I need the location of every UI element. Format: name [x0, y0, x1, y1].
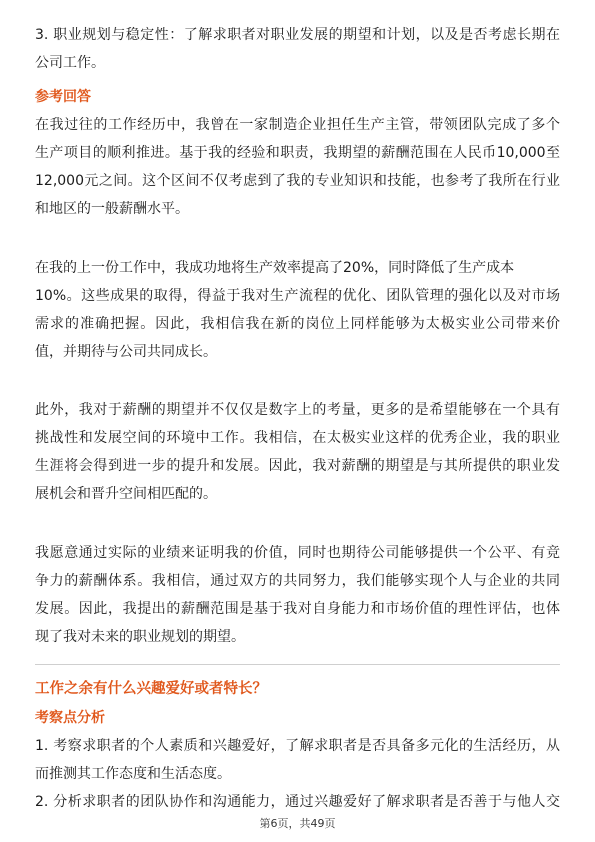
analysis-list [35, 732, 560, 816]
intro-line: 公司工作。 [35, 55, 105, 71]
reference-answer-heading: 参考回答 [35, 89, 91, 105]
answer-paragraph [35, 396, 560, 508]
page-content [35, 21, 560, 816]
answer-paragraph [35, 111, 560, 223]
paragraph-line: 展机会和晋升空间相匹配的。 [35, 486, 217, 502]
answer-paragraph [35, 254, 560, 366]
paragraph-line: 我愿意通过实际的业绩来证明我的价值，同时也期待公司能够提供一个公平、有竞 [35, 545, 560, 561]
paragraph-line: 生产项目的顺利推进。基于我的经验和职责，我期望的薪酬范围在人民币10,000至 [35, 145, 560, 161]
paragraph-line: 和地区的一般薪酬水平。 [35, 201, 189, 217]
paragraph-line: 在我的上一份工作中，我成功地将生产效率提高了20%，同时降低了生产成本 [35, 260, 515, 276]
paragraph-line: 此外，我对于薪酬的期望并不仅仅是数字上的考量，更多的是希望能够在一个具有 [35, 402, 560, 418]
paragraph-line: 在我过往的工作经历中，我曾在一家制造企业担任生产主管，带领团队完成了多个 [35, 117, 560, 133]
paragraph-line: 发展。因此，我提出的薪酬范围是基于我对自身能力和市场价值的理性评估，也体 [35, 601, 560, 617]
page-number-footer: 第6页，共49页 [259, 817, 336, 830]
analysis-line: 1. 考察求职者的个人素质和兴趣爱好，了解求职者是否具备多元化的生活经历，从 [35, 738, 560, 754]
section-divider [35, 664, 560, 665]
paragraph-line: 现了我对未来的职业规划的期望。 [35, 629, 245, 645]
paragraph-line: 12,000元之间。这个区间不仅考虑到了我的专业知识和技能，也参考了我所在行业 [35, 173, 560, 189]
intro-line: 3. 职业规划与稳定性：了解求职者对职业发展的期望和计划，以及是否考虑长期在 [35, 27, 560, 43]
paragraph-line: 挑战性和发展空间的环境中工作。我相信，在太极实业这样的优秀企业，我的职业 [35, 430, 560, 446]
paragraph-line: 10%。这些成果的取得，得益于我对生产流程的优化、团队管理的强化以及对市场 [35, 288, 560, 304]
paragraph-line: 需求的准确把握。因此，我相信我在新的岗位上同样能够为太极实业公司带来价 [35, 316, 560, 332]
question-title: 工作之余有什么兴趣爱好或者特长？ [35, 681, 267, 697]
paragraph-line: 争力的薪酬体系。我相信，通过双方的共同努力，我们能够实现个人与企业的共同 [35, 573, 560, 589]
analysis-line: 2. 分析求职者的团队协作和沟通能力，通过兴趣爱好了解求职者是否善于与他人交 [35, 794, 560, 810]
answer-paragraph [35, 539, 560, 651]
analysis-heading: 考察点分析 [35, 710, 105, 726]
paragraph-line: 生涯将会得到进一步的提升和发展。因此，我对薪酬的期望是与其所提供的职业发 [35, 458, 560, 474]
paragraph-line: 值，并期待与公司共同成长。 [35, 344, 217, 360]
question-intro [35, 21, 560, 77]
analysis-line: 而推测其工作态度和生活态度。 [35, 766, 231, 782]
